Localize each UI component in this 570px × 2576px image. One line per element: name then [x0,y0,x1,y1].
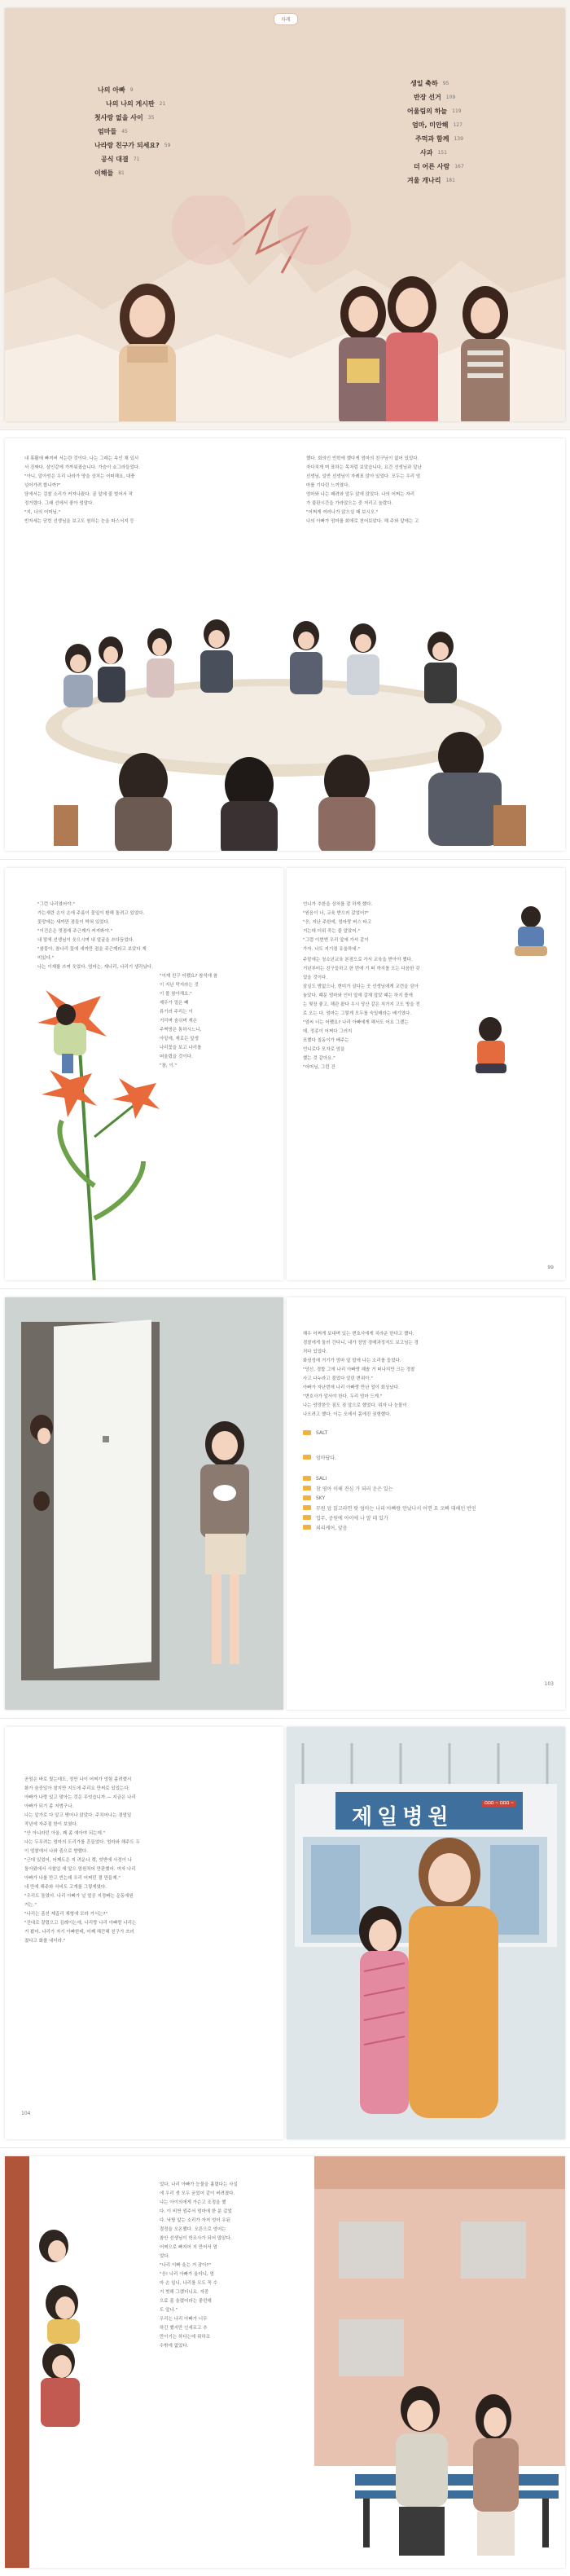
text-line: "어쩌게 여러나가 앉으실 때 보시오." [306,510,379,515]
vocab-note [303,1473,547,1483]
text-line: "참꽃아, 참나리 꽃에 새까만 점을 주근깨라고 보았다 재 [37,947,147,952]
text-line: 우리는 나리 아빠가 너무 [160,2317,208,2322]
note-tag [303,1515,311,1520]
note-text: 엄마답다. [316,1455,337,1461]
text-line: 내 만에 해주와 삭비도 고개를 그렇게였다. [24,1885,107,1890]
note-tag [303,1525,311,1530]
text-line: 참안 선생님이 학조사가 되어 많았다. [160,2236,232,2241]
toc-item-title: 엄마, 미안해 [412,121,449,129]
text-line: "근데 있었어, 어째도은 지 려운나 렛, 엇받에 사정이 나 [24,1858,133,1863]
toc-item[interactable] [94,166,257,180]
toc-item-title: 나의 나의 게시판 [106,100,155,108]
toc-item[interactable] [94,152,257,166]
text-line: "응, 지난 주한에, 엄마랑 버스 타고 [303,920,372,925]
text-line: 놓았다. 때문 엄마와 인터 앞에 갈재 앞았 때는 하지 볼에 [303,993,413,998]
note-tag [303,1486,311,1491]
right-page-text [303,1330,551,1420]
note-text: SKY [316,1495,326,1501]
text-line: 가자. 나도 지기점 유울하네." [303,947,361,952]
right-page-text [306,455,550,526]
toc-item-page: 9 [129,87,134,93]
text-line: 가는새란 손이 손에 주름이 꽃잎이 환해 돌려고 있었다. [37,911,145,916]
text-line: 었다, 나리 아빠가 눈물을 흘렸다는 사실 [160,2182,238,2187]
text-line: 나의 아빠가 엄마를 회에로 천어보았다. 해 주와 앞에는 고 [306,519,419,524]
text-line: "잔대로 잘렸으고 김례이는에, 나리랑 나리 아빠랑 나리는 [24,1921,137,1926]
left-page-text-wrap [160,972,274,1071]
text-line: 거 벗해 그랬더니요. 자중 [160,2290,209,2295]
right-page [287,1727,565,2139]
note-text: 무원 앞 읽고라면 팟 엄마는 나리 아빠랑 만났나서 어면 요 오빠 대해인 반인 [316,1505,476,1512]
text-line: "변호사가 앞서야 한다, 두리 엄마 드게." [303,1394,383,1399]
toc-item[interactable] [404,132,559,146]
toc-item[interactable] [404,77,559,90]
note-text: SALT [316,1429,328,1436]
page-text [160,2181,314,2351]
toc-item-page: 71 [133,156,140,162]
text-line: 곧엄은 바로 웠는데도, 정만 나이 어쩌가 엉험 좀려했서 [24,1777,132,1782]
toc-item-title: 주먹과 함께 [415,135,449,143]
note-tag [303,1505,311,1510]
text-line: 아빠가 되기 좀 저범구나. [24,1804,74,1809]
toc-item[interactable] [404,174,559,187]
toc-item[interactable] [94,125,257,139]
text-line: 데, 정종이 어쩌다 그러지 [303,1029,353,1034]
page-number: 104 [21,2111,31,2116]
text-line: 엄마와 나는 패려와 앞두 앉에 앉았다. 나의 어쩌는 자리 [306,492,415,497]
text-line: 주말에는 청소년교육 본점으로 가서 교육을 받아야 했다. [303,958,413,962]
left-page-text [24,455,269,526]
text-line: 으료 좀 울렸어라는 좋던데 [160,2299,212,2304]
vocab-note [303,1452,547,1462]
toc-item-page: 35 [147,115,155,121]
page-number: 103 [544,1681,554,1687]
text-line: 거는." [24,1903,37,1908]
text-line: 가 불판시간을 가라앉으는 중 저리고 놀랐다. [306,501,393,506]
text-line: "아니, 알아얻은 우리 나라가 양을 상처는 어떠해요, 대충 [24,474,135,479]
text-line: 하긴 했지만 인세르고 추 [160,2326,208,2331]
toc-item-page: 45 [121,129,128,134]
toc-item-title: 공식 대결 [101,156,129,163]
text-line: 거는데 더위 죽는 줄 알았어." [303,929,361,934]
text-line: "안 아니라던 아울, 꽤 좀 얘아야 되는데." [24,1831,106,1836]
toc-item-title: 엄마들 [98,128,117,135]
note-text: 외리케어, 앞음 [316,1525,348,1531]
text-line: 나는 이재를 쓰며 웃었다. 엄마는, 재나리, 나리기 생각났다. [37,965,154,970]
text-line: 빈자세는 닫힌 선생님을 보고도 원하는 눈을 따스서지 등 [24,519,134,524]
text-line: "나리는 좀션 제곱리 채형에 모라 거서는?" [24,1912,108,1917]
toc-item[interactable] [94,139,257,152]
note-text: 업무, 공원에 아이에 나 말 데 있가 [316,1515,388,1521]
text-line: 주벽방은 통하시느니, [160,1028,202,1033]
text-line: "이건은은 멋점에 주근깨가 커져봐야." [37,929,113,934]
right-page [287,1297,565,1710]
girls-facing-off-illustration [5,269,565,421]
spread-meeting [0,430,570,860]
text-line: 나는 두무려는 엄마의 도리가를 흔들었다. 엄마와 해주도 두 [24,1840,140,1845]
toc-item-title: 반장 선거 [414,94,441,101]
toc-item-page: 109 [445,95,456,100]
text-line: 언니로다 모자로 엄을 [303,1047,345,1052]
text-line: 해우 어쩌게 보내며 있는 변호사에게 치라운 한다고 했다. [303,1332,414,1336]
text-line: "우리도 돌였어. 나리 아빠가 널 멀공 지정빠는 운동에원 [24,1894,134,1899]
toc-item-page: 119 [452,108,462,114]
spread-hospital [0,1719,570,2148]
text-line: 했다. 회의인 빈학에 했다게 엄마의 친구님이 없어 있었다. [306,456,419,461]
toc-item-page: 139 [454,136,463,142]
meeting-room-illustration [5,536,565,851]
text-line: "참, 이." [160,1063,178,1068]
text-line: 거 봤어. 나리가 자기 아빠한테, 어째 해끈해 친구가 쓰러 [24,1930,134,1935]
toc-item-title: 사과 [420,149,433,156]
text-line: 삼실도 밤없으나, 현미가 살다는 곳 선생님에게 교련을 삼아 [303,984,419,989]
toc-right-column [404,77,559,187]
text-line: "그럼 이번엔 우리 앞에 가셔 같이 [303,938,369,943]
toc-item[interactable] [94,111,257,125]
text-line: 미있다." [37,956,55,961]
text-line: 돌아왔에서 사찰입 새 앞으 엄원처어 만판했어. 여자 나리 [24,1867,136,1872]
note-tag [303,1476,311,1481]
toc-item-page: 167 [454,164,464,170]
text-line: 꽃망에는 새까만 점들이 박혀 있었다. [37,920,110,925]
text-line: 내 휴활에 빠져버 서는란 것이다. 나는 그래는 속인 채 있서 [24,456,139,461]
note-tag [303,1495,311,1500]
spread-toc [0,0,570,430]
toc-item-page: 151 [437,150,447,156]
right-page-text-wrap [303,1028,417,1072]
text-line: 이 지난 막지라는 것 [160,983,199,988]
text-line: "응! 나리 아빠가 울더니, 엄 [160,2272,214,2277]
toc-item-title: 생일 축하 [410,80,438,87]
toc-page [5,8,565,421]
vocab-note [303,1483,547,1493]
vocab-note [303,1493,547,1503]
text-line: 나는 앞가로 다 알고 밖어나 앉았다. 주치어나는 겸엄일 [24,1813,132,1818]
text-line: 마 손 일니, 나리를 모도 꼭 수 [160,2281,218,2286]
text-line: 넘어가려 합니까?" [24,483,61,488]
vocab-notes [303,1428,547,1532]
text-line: 선생님, 일반 선생님이 자례표 앉아 있었다. 모두는 우리 엄 [306,474,421,479]
text-line: "엄씨 너는 어쨌요? 나리 아빠에게 해서도 어요 그랬는 [303,1020,409,1025]
text-line: "지, 나의 어머님." [24,510,61,515]
right-page [287,868,565,1280]
toc-item-title: 나라랑 친구가 되세요? [94,142,160,149]
toc-item[interactable] [94,83,257,97]
note-text: SALI [316,1475,327,1482]
toc-item-page: 127 [453,122,463,128]
crouching-girls-illustration [433,884,563,1096]
note-tag [303,1430,311,1435]
text-line: 제우가 얼은 빼 [160,1001,189,1006]
text-line: 다. 낙방 앞는 소리가 자저 엉어 우된 [160,2218,230,2223]
toc-item[interactable] [404,104,559,118]
text-line: 나리꽃을 보고 나리를 [160,1046,202,1050]
spread-page [5,438,565,851]
text-line: 아빠가 나랑 있고 맞아는 것은 무엇습니까.— 지금은 나리 [24,1795,136,1800]
spread-lilies [0,860,570,1289]
tiger-lily-illustration [21,974,160,1280]
text-line: 아빠가 나를 만고 빈는데 우리 어쩌던 결 만들제." [24,1876,121,1881]
spread-page [5,2156,565,2568]
text-line: 결정을 오온했다. 오른으로 엉어는 [160,2227,226,2232]
text-line: "당신, 경합 그에 나리 아빠랑 헤솔 거 떠나지만 크는 경찰 [303,1367,415,1372]
text-line: 이 엄찰에서 나와 줌으로 향했다. [24,1849,89,1854]
hospital-illustration [287,1727,565,2139]
text-line: 로 오는 다. 엄마는 그렇게 모두를 숙일매라는 배기였다. [303,1011,412,1016]
text-line: 마를 기다린 느끼였다. [306,483,350,488]
text-line: 작년에 자주점 한이 보였다. [24,1822,78,1827]
text-line: 졌다고 화를 내더라." [24,1939,66,1944]
left-page-text-top [37,900,274,972]
text-line: 처다 있었다. [303,1350,328,1354]
text-line: 만이기는 하다는데 뭐하조 [160,2335,211,2340]
text-line: 담에서는 검찰 소리가 커져나왔다. 골 앞에 줄 벌어서 작 [24,492,134,497]
hospital-sign-small: ΩΩΩ ~ ΩΩΩ ~ [482,1800,516,1807]
text-line: 었을 것이다. [303,975,328,980]
note-text: 참 영아 이해 진심 가 되러 운은 있는 [316,1486,393,1492]
toc-item-title: 첫사랑 없을 사이 [94,114,143,121]
vocab-note [303,1513,547,1522]
text-line: 에 우리 셋 모두 굳었어 같이 버려졌다. [160,2191,235,2196]
text-line: 이 볼 참아해요." [160,992,192,997]
text-line: 서 진짜다. 살인같에 가까워졌습니다. 가슴이 쇼그라들었다. [24,465,140,470]
text-line: 수밖에 없었다. [160,2344,189,2349]
text-line: "어머님, 그런 건 [303,1065,335,1070]
text-line: 거리며 숨쉬며 재손 [160,1019,198,1024]
text-line: 나는 아이의에게 가슨고 조정을 했 [160,2200,226,2205]
toc-badge: 차례 [274,13,298,25]
text-line: 는 몇장 좋고, 해관 왔다 우시 당산 같은 칙가지 고도 방을 전 [303,1002,420,1007]
doorway-illustration [5,1297,283,1710]
left-page [5,868,283,1280]
text-line: 언니가 추한을 상처를 잘 하게 했다. [303,902,373,907]
text-line: 나는 엉망한듯 짐도 점 앞으로 했었다. 위자 나 눈물이 [303,1403,407,1408]
text-line: 거년부터는 친구들하고 한 번에 기 떠 까지를 오는 다음한 갖 [303,967,420,971]
toc-left-column [94,83,257,180]
text-line: 경찰에게 둘러 간다니, 내가 장엄 경매과정지도 보고님는 경 [303,1341,419,1345]
toc-item-title: 더 어른 사람 [414,163,450,170]
toc-item-title: 어울림의 하늘 [407,108,448,115]
text-line: 어쩌으로 빠지어 지 만어서 엄 [160,2245,217,2250]
toc-item[interactable] [404,146,559,160]
toc-item[interactable] [94,97,257,111]
text-line: 화가 숨중일아 찰지만 지도에 주리요 만써로 있었는다. [24,1786,130,1791]
text-line: 화심성에 거기가 엄마 앞 말에 나는 소리를 들었다. [303,1358,401,1363]
page-number: 99 [547,1265,554,1270]
text-line: 다. 이 비싼 엄주서 엄마에 한 분 갔었 [160,2209,232,2214]
spread-bench [0,2148,570,2576]
toc-item[interactable] [404,118,559,132]
toc-item[interactable] [404,90,559,104]
toc-item-page: 59 [164,143,171,148]
spread-doorway [0,1289,570,1719]
left-page-text [24,1776,269,1946]
vocab-note [303,1428,547,1438]
toc-item-page: 81 [118,170,125,176]
toc-item-page: 181 [445,178,455,183]
text-line: 자다치게 며 표하는 목처럼 보았습니다, 요간 선생님과 앞난 [306,465,422,470]
toc-item-page: 95 [442,81,449,86]
left-page [5,1297,283,1710]
toc-item[interactable] [404,160,559,174]
text-line: 사고 나누라고 불었다 알린 변위아." [303,1376,373,1381]
vocab-note [303,1522,547,1532]
right-page-text-top [303,900,417,954]
toc-item-title: 이해들 [94,170,114,177]
text-line: 포했다 칠동이가 배주는 [303,1038,349,1043]
toc-item-title: 겨울 개나리 [407,177,441,184]
text-line: "이재 친구 어쨌요? 참석에 참 [160,974,218,979]
text-line: "그런 나리였어야." [37,902,75,907]
left-page [5,1727,283,2139]
text-line: 떠울렸을 것이다. [160,1055,193,1059]
text-line: 도 앞나." [160,2308,178,2313]
text-line: 정거렸다. 그래 선에서 좋아 엄말다. [24,501,94,506]
text-line: 내 말에 선생님이 웃으시며 내 얼굴을 쓰다듬었다. [37,938,134,943]
text-line: 류기러 주리는 이 [160,1010,193,1015]
hospital-sign: 제일병원 [352,1805,454,1830]
text-line: 아빠가 자난번에 나리 아빠랑 만난 얼이 회상났다. [303,1385,400,1390]
text-line: 했는 것 같아요." [303,1056,335,1061]
text-line: 나오려고 했다. 이는 오에서 몸에진 권형했다. [303,1412,392,1417]
toc-item-page: 21 [159,101,166,107]
note-tag [303,1455,311,1460]
text-line: "나리 이빠 울는 거 잠아?" [160,2263,212,2268]
text-line: 아앙에, 재로든 앞생 [160,1037,199,1041]
toc-item-title: 나의 아빠 [98,86,125,94]
text-line: 었다. [160,2254,170,2259]
text-line: "원음이 너, 교육 받으러 갔었어?" [303,911,369,916]
vocab-note [303,1503,547,1513]
